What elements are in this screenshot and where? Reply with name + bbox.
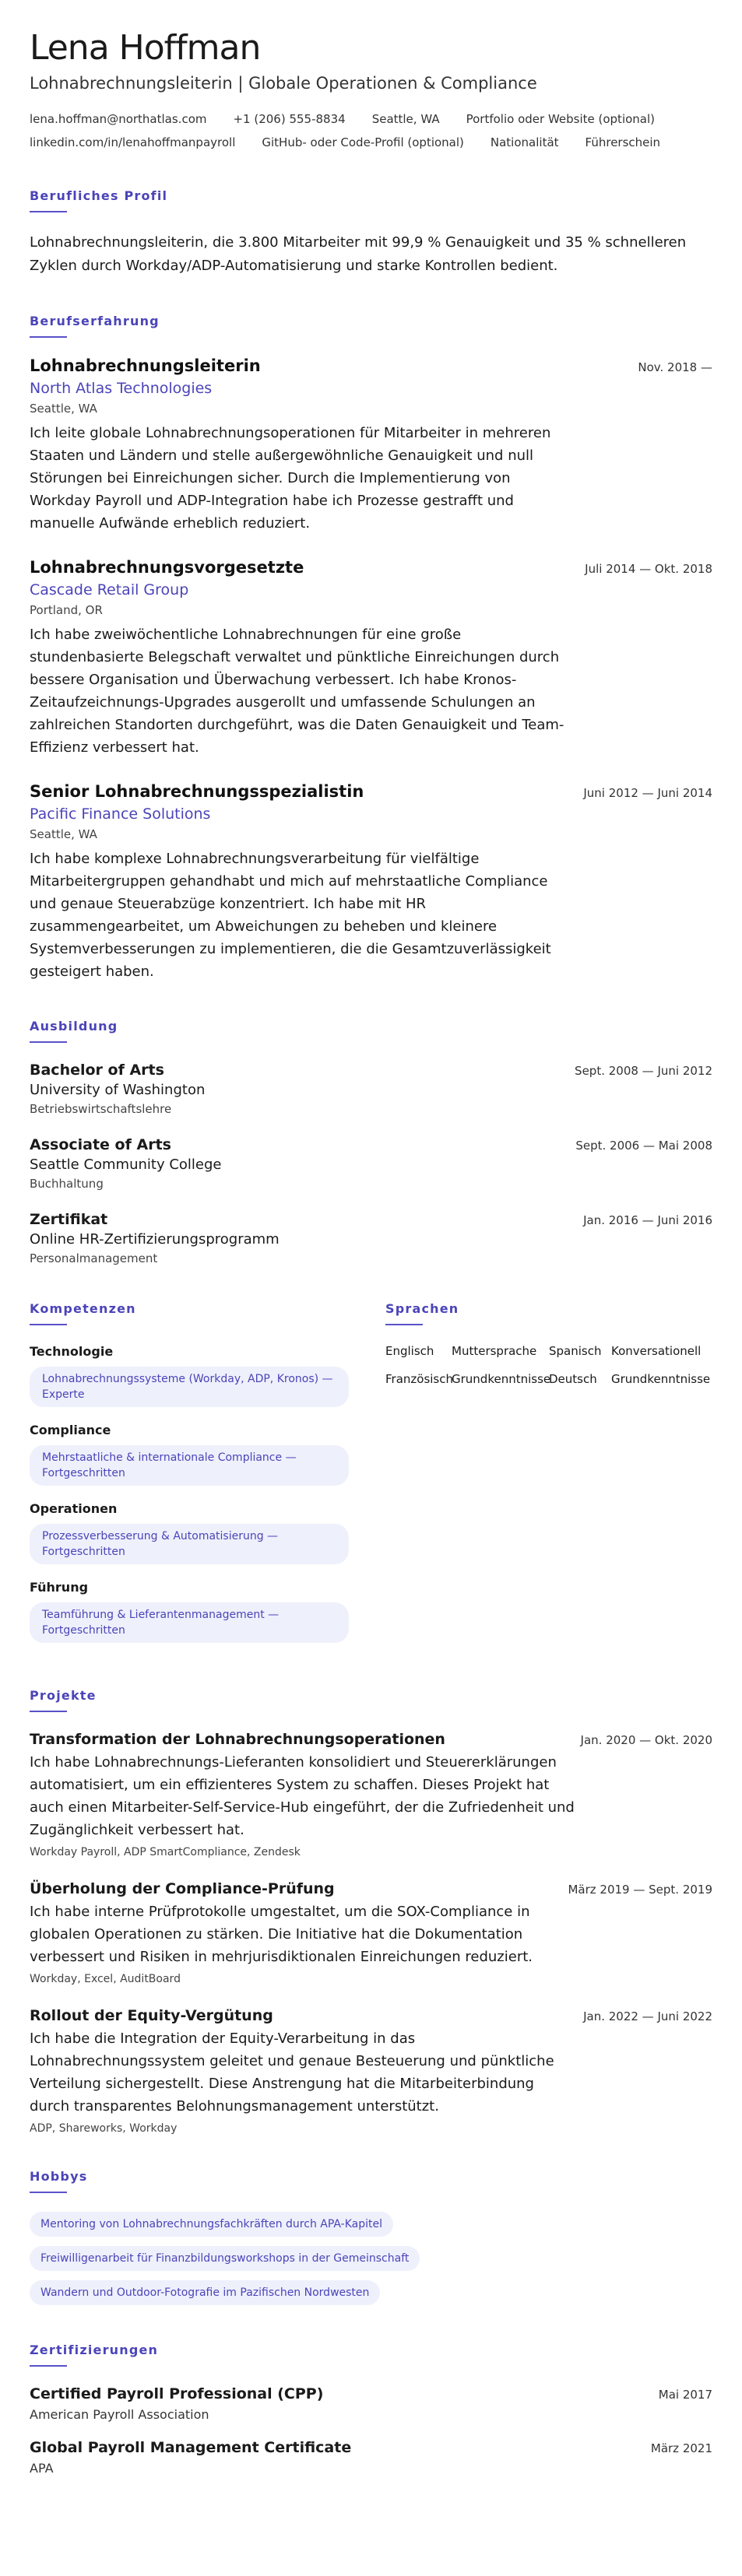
contact-email[interactable]: lena.hoffman@northatlas.com [30,112,207,126]
project-tech: Workday, Excel, AuditBoard [30,1973,181,1985]
project-tech: Workday Payroll, ADP SmartCompliance, Zendesk [30,1846,301,1858]
skills-column [30,1301,349,1658]
section-divider [30,211,67,212]
skills-languages-section [30,1301,712,1658]
language-level: Grundkenntnisse [452,1372,551,1386]
project-date: Jan. 2020 — Okt. 2020 [580,1733,712,1747]
skill-group [30,1344,349,1407]
experience-section [30,314,712,983]
project-title: Rollout der Equity-Vergütung [30,2007,273,2024]
contact-location: Seattle, WA [371,112,440,126]
education-entry [30,1062,712,1116]
contact-github[interactable]: GitHub- oder Code-Profil (optional) [262,135,464,149]
skill-category: Technologie [30,1344,114,1359]
language-level: Grundkenntnisse [611,1372,711,1386]
project-entry [30,1731,712,1858]
certification-date: Mai 2017 [658,2388,712,2402]
job-location: Seattle, WA [30,402,97,416]
education-entry [30,1136,712,1191]
education-degree: Bachelor of Arts [30,1062,164,1079]
project-entry [30,1880,712,1985]
profile-summary: Lohnabrechnungsleiterin, die 3.800 Mitarbeiter mit 99,9 % Genauigkeit und 35 % schnelleren Zyklen durch Workday/ADP-Automatisierung und starke Kontrollen bedient. [30,234,687,274]
project-title: Transformation der Lohnabrechnungsoperationen [30,1731,445,1748]
language-list [385,1344,712,1386]
job-description: Ich leite globale Lohnabrechnungsoperationen für Mitarbeiter in mehreren Staaten und Ländern und stelle außergewöhnliche Genauigkeit und null Störungen bei Einreichungen sicher. Durch die Implementierung von Workday Payroll und ADP-Integration habe ich Prozesse gestrafft und manuelle Aufwände erheblich reduziert. [30,425,551,532]
job-description: Ich habe komplexe Lohnabrechnungsverarbeitung für vielfältige Mitarbeitergruppen gehandhabt und mich auf mehrstaatliche Compliance und genaue Steuerabzüge konzentriert. Ich habe mit HR zusammengearbeitet, um Abweichungen zu beheben und kleinere Systemverbesserungen zu implementieren, die die Gesamtzuverlässigkeit gesteigert haben. [30,851,551,980]
project-date: März 2019 — Sept. 2019 [568,1883,712,1897]
certification-name: Certified Payroll Professional (CPP) [30,2385,324,2402]
contact-phone[interactable]: +1 (206) 555-8834 [233,112,346,126]
skill-group [30,1580,349,1643]
profile-section [30,188,712,278]
skill-pill: Prozessverbesserung & Automatisierung — Fortgeschritten [30,1524,349,1564]
job-date: Juni 2012 — Juni 2014 [583,786,712,800]
project-tech: ADP, Shareworks, Workday [30,2122,178,2135]
languages-column [385,1301,712,1658]
contact-license: Führerschein [585,135,661,149]
skill-category: Compliance [30,1423,111,1437]
education-field: Buchhaltung [30,1177,104,1191]
projects-section [30,1688,712,2135]
section-divider [30,1324,67,1325]
section-divider [30,2192,67,2193]
job-company: Pacific Finance Solutions [30,805,211,823]
certification-entry [30,2385,712,2422]
section-divider [30,336,67,338]
section-divider [30,2365,67,2367]
hobby-pill: Wandern und Outdoor-Fotografie im Pazifischen Nordwesten [30,2280,380,2305]
certification-name: Global Payroll Management Certificate [30,2439,352,2456]
section-title: Projekte [30,1688,97,1703]
project-date: Jan. 2022 — Juni 2022 [583,2009,712,2023]
hobbies-section [30,2169,712,2305]
skill-pill: Mehrstaatliche & internationale Compliance — Fortgeschritten [30,1445,349,1486]
certification-entry [30,2439,712,2476]
language-name: Englisch [385,1344,434,1358]
section-divider [30,1041,67,1043]
education-date: Sept. 2006 — Mai 2008 [575,1139,712,1153]
education-entry [30,1211,712,1265]
education-date: Jan. 2016 — Juni 2016 [583,1213,712,1227]
section-title: Kompetenzen [30,1301,136,1316]
job-date: Juli 2014 — Okt. 2018 [585,562,712,576]
job-entry [30,356,712,535]
skill-pill: Teamführung & Lieferantenmanagement — Fortgeschritten [30,1602,349,1643]
job-title: Lohnabrechnungsvorgesetzte [30,558,304,577]
project-entry [30,2007,712,2135]
education-school: University of Washington [30,1082,206,1098]
job-date: Nov. 2018 — [638,360,712,374]
certification-date: März 2021 [650,2441,712,2455]
hobby-pill: Mentoring von Lohnabrechnungsfachkräften durch APA-Kapitel [30,2212,393,2237]
language-name: Spanisch [549,1344,602,1358]
hobby-list [30,2212,712,2305]
education-date: Sept. 2008 — Juni 2012 [575,1064,712,1078]
job-title: Lohnabrechnungsleiterin [30,356,261,375]
project-description: Ich habe Lohnabrechnungs-Lieferanten konsolidiert und Steuererklärungen automatisiert, um ein effizienteres System zu schaffen. Dieses Projekt hat auch einen Mitarbeiter-Self-Service-Hub eingeführt, der die Zufriedenheit und Zugänglichkeit verbessert hat. [30,1754,575,1838]
job-company: Cascade Retail Group [30,581,189,598]
skill-category: Führung [30,1580,89,1595]
education-school: Online HR-Zertifizierungsprogramm [30,1231,280,1248]
project-description: Ich habe interne Prüfprotokolle umgestaltet, um die SOX-Compliance in globalen Operationen zu stärken. Die Initiative hat die Dokumentation verbessert und Risiken in mehrjurisdiktionalen Einreichungen reduziert. [30,1904,533,1965]
job-location: Portland, OR [30,603,103,617]
section-title: Zertifizierungen [30,2343,159,2357]
skill-pill: Lohnabrechnungssysteme (Workday, ADP, Kronos) — Experte [30,1367,349,1407]
resume-header [30,28,712,149]
job-company: North Atlas Technologies [30,380,213,397]
certification-issuer: APA [30,2461,54,2476]
project-description: Ich habe die Integration der Equity-Verarbeitung in das Lohnabrechnungssystem geleitet und genaue Besteuerung und pünktliche Verteilung sichergestellt. Diese Anstrengung hat die Mitarbeiterbindung durch transparentes Belohnungsmanagement unterstützt. [30,2030,554,2114]
contact-linkedin[interactable]: linkedin.com/in/lenahoffmanpayroll [30,135,236,149]
contact-nationality: Nationalität [490,135,559,149]
contact-list [30,112,712,149]
section-title: Berufliches Profil [30,188,168,203]
language-name: Französisch [385,1372,454,1386]
section-title: Hobbys [30,2169,88,2184]
contact-portfolio[interactable]: Portfolio oder Website (optional) [466,112,656,126]
section-title: Sprachen [385,1301,459,1316]
certification-issuer: American Payroll Association [30,2407,209,2422]
job-description: Ich habe zweiwöchentliche Lohnabrechnungen für eine große stundenbasierte Belegschaft verwaltet und pünktliche Einreichungen durch bessere Organisation und Überwachung verbessert. Ich habe Kronos-Zeitaufzeichnungs-Upgrades ausgerollt und umfassende Schulungen an zahlreichen Standorten durchgeführt, was die Daten Genauigkeit und Team-Effizienz verbessert hat. [30,626,564,756]
language-level: Muttersprache [452,1344,537,1358]
hobby-pill: Freiwilligenarbeit für Finanzbildungsworkshops in der Gemeinschaft [30,2246,420,2271]
project-title: Überholung der Compliance-Prüfung [30,1880,335,1897]
section-divider [30,1711,67,1712]
job-title: Senior Lohnabrechnungsspezialistin [30,782,364,801]
job-entry [30,782,712,983]
skill-category: Operationen [30,1501,118,1516]
section-divider [385,1324,423,1325]
language-name: Deutsch [549,1372,597,1386]
education-section [30,1019,712,1265]
section-title: Berufserfahrung [30,314,160,328]
certifications-section [30,2343,712,2476]
headline: Lohnabrechnungsleiterin | Globale Operationen & Compliance [30,74,537,93]
skill-group [30,1423,349,1486]
education-school: Seattle Community College [30,1156,222,1173]
job-location: Seattle, WA [30,827,97,841]
person-name: Lena Hoffman [30,28,261,68]
job-entry [30,558,712,759]
education-degree: Associate of Arts [30,1136,171,1153]
education-field: Betriebswirtschaftslehre [30,1102,172,1116]
section-title: Ausbildung [30,1019,118,1034]
skill-group [30,1501,349,1564]
language-level: Konversationell [611,1344,702,1358]
education-field: Personalmanagement [30,1251,158,1265]
education-degree: Zertifikat [30,1211,108,1228]
